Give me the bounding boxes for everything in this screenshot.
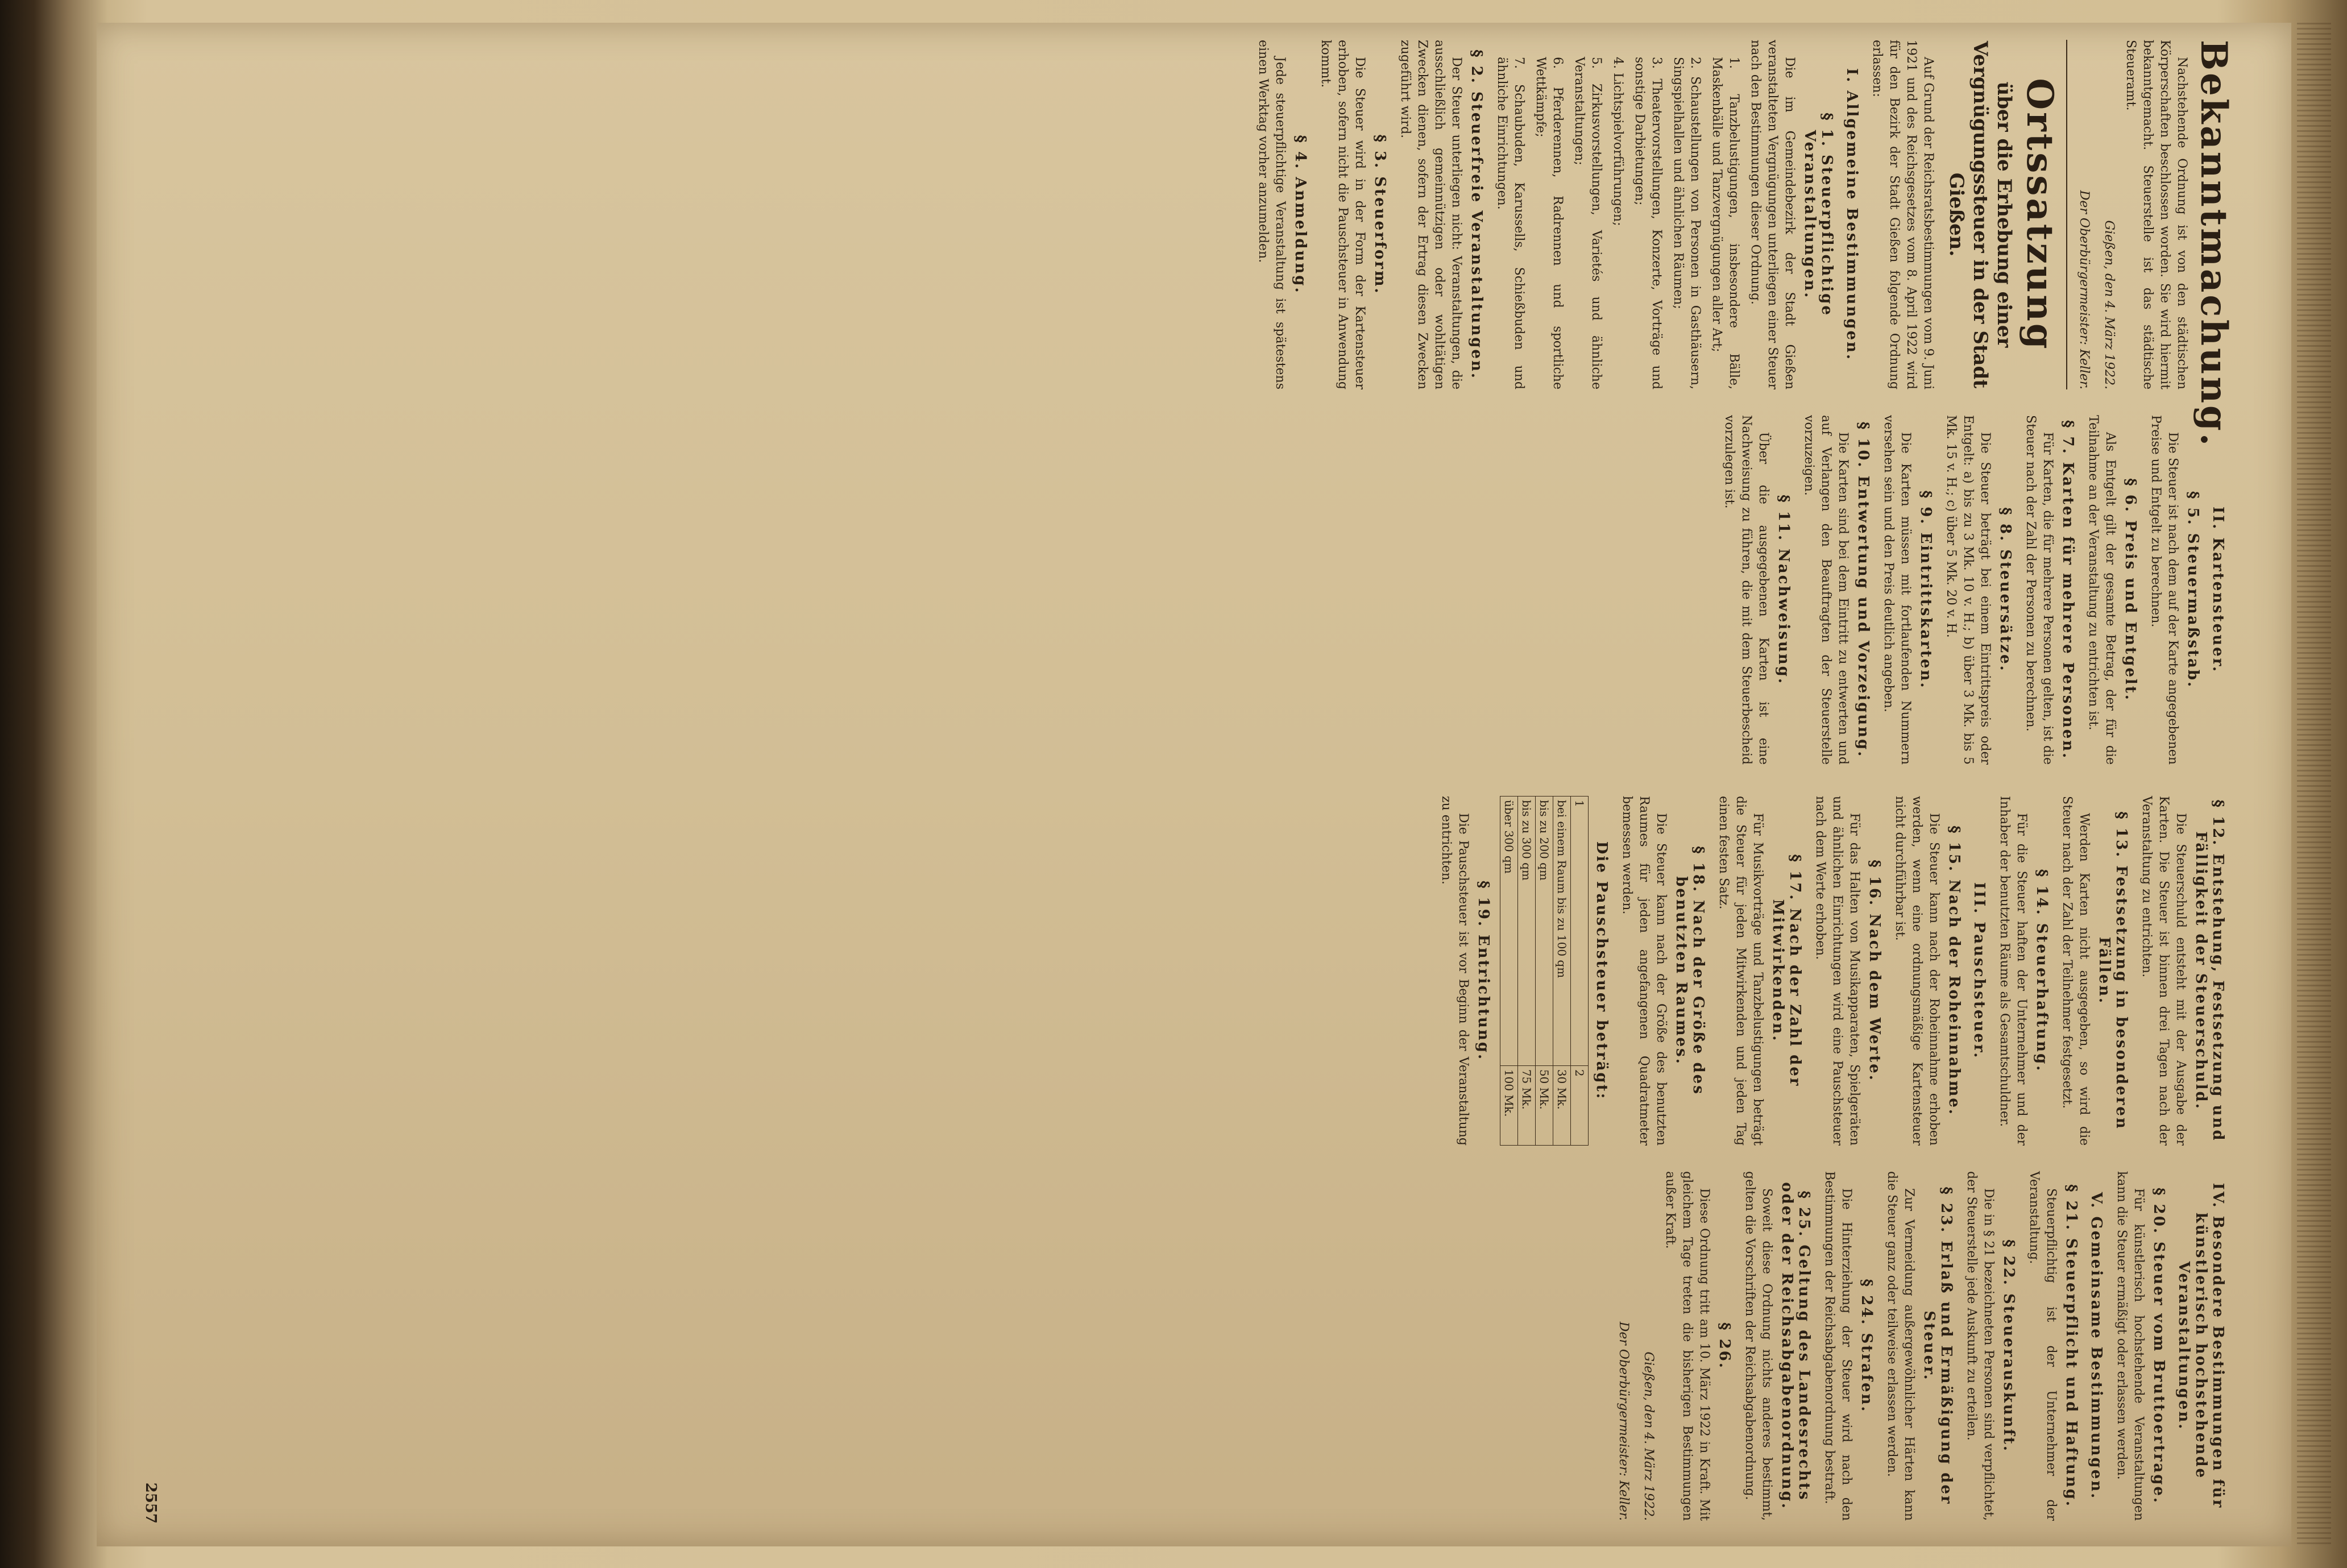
signature-line: Gießen, den 4. März 1922. [1641, 1351, 1656, 1521]
section-heading: V. Gemeinsame Bestimmungen. [2088, 1192, 2105, 1500]
paragraph-text: Die in § 21 bezeichneten Personen sind verpflichtet, der Steuerstelle jede Auskunft zu erteilen. [1964, 1171, 1996, 1521]
paragraph-heading: § 25. Geltung des Landesrechts oder der Reichsabgabenordnung. [1778, 1182, 1813, 1510]
table-header-cell: 1 [1571, 797, 1589, 1066]
paragraph-text: Für das Halten von Musikapparaten, Spielgeräten und ähnlichen Einrichtungen wird eine Pauschsteuer nach dem Werte erhoben. [1813, 796, 1861, 1146]
paragraph-text: Die Steuer beträgt bei einem Eintrittspreis oder Entgelt: a) bis zu 3 Mk. 10 v. H.; b) über 3 Mk. bis 5 Mk. 15 v. H.; c) über 5 Mk. 20 v. H. [1944, 415, 1992, 765]
fee-table [1500, 796, 1589, 1146]
list-item: 1. Tanzbelustigungen, insbesondere Bälle, Maskenbälle und Tanzvergnügungen aller Art; [1710, 57, 1741, 389]
page-edges [2297, 23, 2331, 1546]
paragraph-text: Die Steuer kann nach der Roheinnahme erhoben werden, wenn eine ordnungsmäßige Kartensteuer nicht durchführbar ist. [1893, 796, 1941, 1146]
section-heading: III. Pauschsteuer. [1971, 882, 1988, 1060]
paragraph-text: Soweit diese Ordnung nichts anderes bestimmt, gelten die Vorschriften der Reichsabgabenordnung. [1743, 1171, 1774, 1521]
list-item: 3. Theatervorstellungen, Konzerte, Vorträge und sonstige Darbietungen; [1632, 57, 1664, 389]
paragraph-heading: § 9. Eintrittskarten. [1917, 490, 1934, 690]
paragraph-text: Die Karten sind bei dem Eintritt zu entwerten und auf Verlangen den Beauftragten der Steuerstelle vorzuzeigen. [1802, 415, 1850, 765]
paragraph-heading: § 24. Strafen. [1858, 1279, 1875, 1413]
paragraph-heading: § 18. Nach der Größe des benutzten Raumes. [1673, 846, 1707, 1096]
paragraph-text: Zur Vermeidung außergewöhnlicher Härten kann die Steuer ganz oder teilweise erlassen werden. [1885, 1171, 1916, 1521]
paragraph-text: Die im Gemeindebezirk der Stadt Gießen veranstalteten Vergnügungen unterliegen einer Steuer nach den Bestimmungen dieser Ordnung. [1748, 40, 1797, 389]
table-header-row [1571, 797, 1589, 1146]
newspaper-page [97, 23, 2291, 1546]
paragraph-heading: § 21. Steuerpflicht und Haftung. [2063, 1184, 2080, 1508]
column-4 [1607, 1171, 2234, 1521]
table-row [1518, 797, 1536, 1146]
paragraph-heading: § 13. Festsetzung in besonderen Fällen. [2096, 811, 2130, 1130]
paragraph-text: Die Steuer wird in der Form der Kartensteuer erhoben, sofern nicht die Pauschsteuer in Anwendung kommt. [1318, 40, 1367, 389]
section-heading: IV. Besondere Bestimmungen für künstlerisch hochstehende Veranstaltungen. [2175, 1183, 2226, 1509]
signature-office: Der Oberbürgermeister: Keller. [1616, 1321, 1631, 1521]
page-number: 2557 [142, 1482, 159, 1524]
paragraph-heading: § 4. Anmeldung. [1292, 135, 1309, 294]
table-row [1553, 797, 1571, 1146]
paragraph-text: Als Entgelt gilt der gesamte Betrag, der für die Teilnahme an der Veranstaltung zu entrichten ist. [2086, 415, 2117, 765]
paragraph-text: Für Musikvorträge und Tanzbelustigungen beträgt die Steuer für jeden Mitwirkenden und jeden Tag einen festen Satz. [1716, 796, 1765, 1146]
list-item: 7. Schaubuden, Karussells, Schießbuden und ähnliche Einrichtungen. [1495, 57, 1526, 389]
table-row [1536, 797, 1553, 1146]
section-heading: II. Kartensteuer. [2209, 506, 2226, 674]
paragraph-text: Über die ausgegebenen Karten ist eine Nachweisung zu führen, die mit dem Steuerbescheid vorzulegen ist. [1722, 415, 1770, 765]
preamble: Auf Grund der Reichsratsbestimmungen vom 9. Juni 1921 und des Reichsgesetzes vom 8. April 1922 wird für den Bezirk der Stadt Gießen folgende Ordnung erlassen: [1870, 40, 1935, 389]
table-cell: über 300 qm [1500, 797, 1518, 1066]
paragraph-text: Für Karten, die für mehrere Personen gelten, ist die Steuer nach der Zahl der Personen zu berechnen. [2023, 415, 2055, 765]
paragraph-heading: § 17. Nach der Zahl der Mitwirkenden. [1769, 854, 1803, 1088]
table-cell: bis zu 300 qm [1518, 797, 1536, 1066]
paragraph-text: Steuerpflichtig ist der Unternehmer der Veranstaltung. [2027, 1171, 2058, 1521]
paragraph-heading: § 10. Entwertung und Vorzeigung. [1855, 421, 1872, 758]
paragraph-heading: § 16. Nach dem Werte. [1866, 860, 1883, 1082]
paragraph-heading: § 15. Nach der Roheinnahme. [1946, 826, 1963, 1116]
table-cell: 100 Mk. [1500, 1065, 1518, 1145]
list-item: 2. Schaustellungen von Personen in Gasthäusern, Singspielhallen und ähnlichen Räumen; [1671, 57, 1702, 389]
paragraph-heading: § 22. Steuerauskunft. [2000, 1239, 2017, 1453]
paragraph-heading: § 3. Steuerform. [1371, 134, 1388, 295]
divider [2066, 40, 2067, 389]
paragraph-heading: § 5. Steuermaßstab. [2184, 491, 2201, 689]
paragraph-heading: § 12. Entstehung, Festsetzung und Fälligkeit der Steuerschuld. [2192, 799, 2226, 1142]
table-cell: 30 Mk. [1553, 1065, 1571, 1145]
paragraph-text: Die Pauschsteuer ist vor Beginn der Veranstaltung zu entrichten. [1439, 796, 1470, 1146]
paragraph-text: Die Karten müssen mit fortlaufenden Nummern versehen sein und den Preis deutlich angeben. [1881, 415, 1913, 765]
paragraph-heading: § 20. Steuer vom Bruttoertrage. [2150, 1188, 2167, 1504]
right-half [119, 796, 2269, 1529]
list-item: 5. Zirkusvorstellungen, Varietés und ähnliche Veranstaltungen; [1572, 57, 1603, 389]
paragraph-heading: § 6. Preis und Entgelt. [2122, 478, 2139, 702]
paragraph-text: Für künstlerisch hochstehende Veranstaltungen kann die Steuer ermäßigt oder erlassen werden. [2114, 1171, 2146, 1521]
table-cell: 50 Mk. [1536, 1065, 1553, 1145]
ordinance-title: Ortssatzung [2018, 78, 2061, 351]
intro-text: Nachstehende Ordnung ist von den städtischen Körperschaften beschlossen worden. Sie wird hiermit bekanntgemacht. Steuerstelle ist das städtische Steueramt. [2124, 40, 2189, 389]
paragraph-heading: § 26. [1716, 1322, 1733, 1370]
column-1 [1250, 40, 2235, 449]
paragraph-text: Die Steuer kann nach der Größe des benutzten Raumes für jeden angefangenen Quadratmeter bemessen werden. [1620, 796, 1668, 1146]
document-sheet [119, 40, 2269, 1529]
paragraph-heading: § 14. Steuerhaftung. [2033, 869, 2050, 1073]
paragraph-heading: § 11. Nachweisung. [1775, 495, 1792, 685]
paragraph-heading: § 23. Erlaß und Ermäßigung der Steuer. [1921, 1187, 1955, 1505]
paragraph-text: Die Steuer ist nach dem auf der Karte angegebenen Preise und Entgelt zu berechnen. [2149, 415, 2180, 765]
paragraph-heading: § 7. Karten für mehrere Personen. [2059, 420, 2076, 760]
table-header-cell: 2 [1571, 1065, 1589, 1145]
paragraph-text: Jede steuerpflichtige Veranstaltung ist spätestens einen Werktag vorher anzumelden. [1256, 40, 1287, 389]
paragraph-heading: § 1. Steuerpflichtige Veranstaltungen. [1801, 113, 1835, 317]
signature-line: Gießen, den 4. März 1922. [2102, 220, 2116, 389]
paragraph-text: Werden Karten nicht ausgegeben, so wird die Steuer nach der Zahl der Teilnehmer festgesetzt. [2060, 796, 2091, 1146]
ordinance-subtitle: über die Erhebung einer Vergnügungssteuer in der Stadt Gießen. [1945, 40, 2016, 389]
section-heading: I. Allgemeine Bestimmungen. [1843, 68, 1860, 361]
paragraph-text: Für die Steuer haften der Unternehmer und der Inhaber der benutzten Räume als Gesamtschuldner. [1997, 796, 2029, 1146]
paragraph-text: Die Hinterziehung der Steuer wird nach den Bestimmungen der Reichsabgabenordnung bestraft. [1822, 1171, 1853, 1521]
table-cell: bei einem Raum bis zu 100 qm [1553, 797, 1571, 1066]
paragraph-text: Die Steuerschuld entsteht mit der Ausgabe der Karten. Die Steuer ist binnen drei Tagen nach der Veranstaltung zu entrichten. [2139, 796, 2188, 1146]
paragraph-heading: § 2. Steuerfreie Veranstaltungen. [1468, 49, 1485, 380]
paragraph-text: Diese Ordnung tritt am 10. März 1922 in Kraft. Mit gleichem Tage treten die bisherigen Bestimmungen außer Kraft. [1663, 1171, 1711, 1521]
list-item: 6. Pferderennen, Radrennen und sportliche Wettkämpfe; [1533, 57, 1565, 389]
paragraph-heading: § 8. Steuersätze. [1997, 507, 2014, 673]
signature-office: Der Oberbürgermeister: Keller. [2077, 190, 2091, 389]
table-cell: 75 Mk. [1518, 1065, 1536, 1145]
fee-table-title: Die Pauschsteuer beträgt: [1593, 841, 1610, 1101]
column-2 [1716, 415, 2234, 765]
left-half [119, 40, 2269, 773]
list-item: 4. Lichtspielvorführungen; [1611, 57, 1625, 226]
column-3 [1433, 796, 2234, 1146]
table-cell: bis zu 200 qm [1536, 797, 1553, 1066]
announcement-title: Bekanntmachung. [2192, 40, 2235, 449]
rotated-text-block [119, 40, 2269, 1529]
paragraph-text: Der Steuer unterliegen nicht: Veranstaltungen, die ausschließlich gemeinnützigen oder wohltätigen Zwecken dienen, sofern der Ertrag diesen Zwecken zugeführt wird. [1398, 40, 1463, 389]
table-row [1500, 797, 1518, 1146]
paragraph-heading: § 19. Entrichtung. [1475, 880, 1492, 1061]
